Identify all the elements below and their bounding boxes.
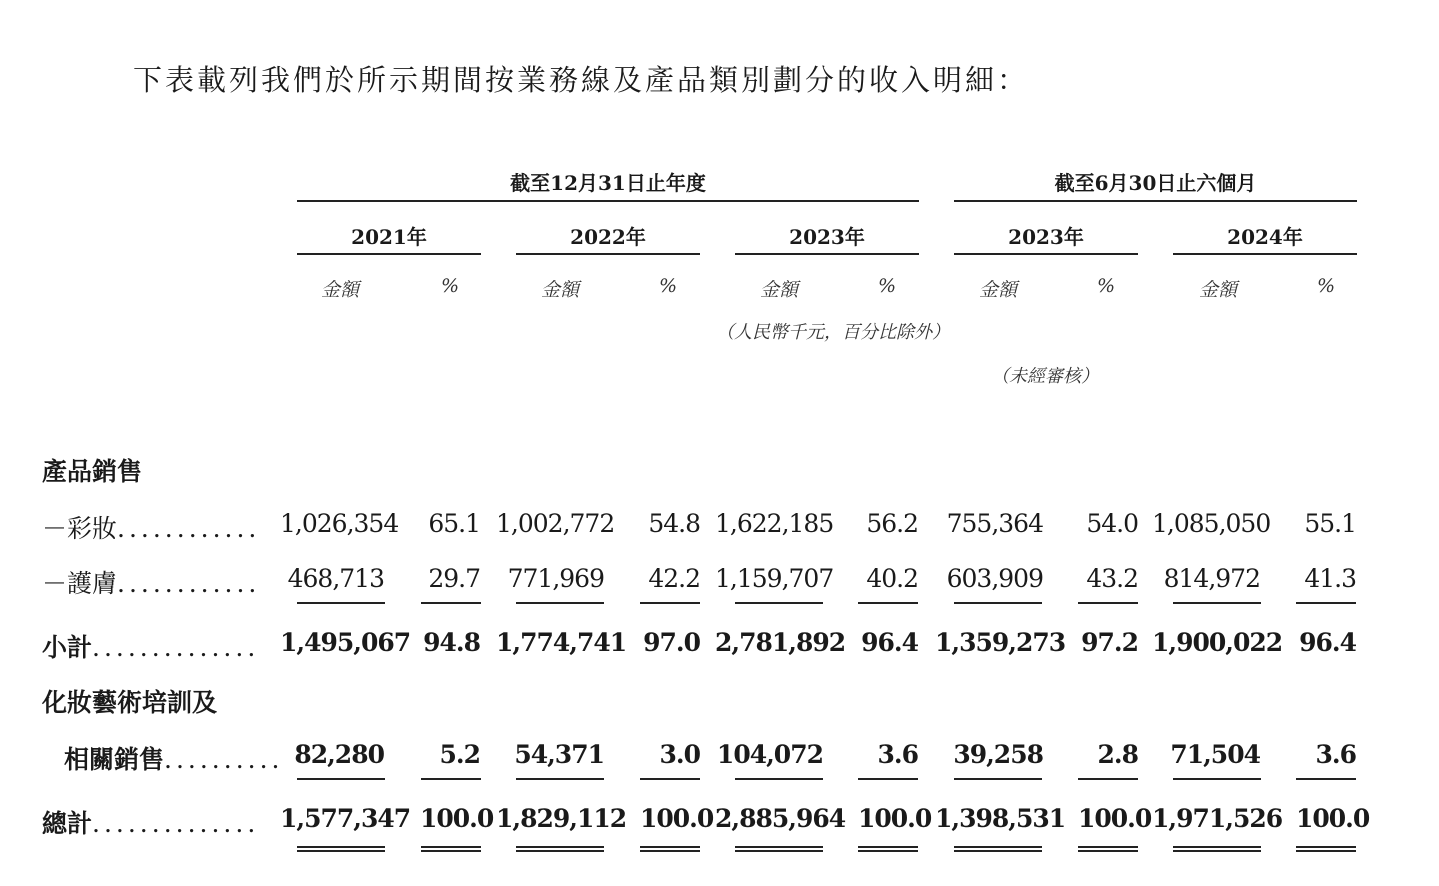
year-rule [954, 253, 1138, 255]
row-label-total: 總計.............. [42, 809, 260, 838]
subtotal-rule [516, 602, 604, 604]
cell-percent: 3.6 [877, 740, 918, 769]
cell-amount: 1,829,112 [496, 804, 627, 833]
col-header-percent: % [658, 275, 678, 297]
col-header-amount: 金額 [320, 279, 359, 301]
intro-text: 下表載列我們於所示期間按業務線及產品類別劃分的收入明細： [133, 63, 1030, 97]
year-header-2023-h1: 2023年 [1008, 225, 1084, 249]
col-header-amount: 金額 [1198, 279, 1237, 301]
year-header-2024-h1: 2024年 [1227, 225, 1303, 249]
cell-amount: 1,359,273 [935, 628, 1066, 657]
cell-amount: 603,909 [946, 564, 1043, 593]
cell-percent: 29.7 [428, 564, 480, 593]
cell-percent: 100.0 [858, 804, 932, 833]
cell-percent: 94.8 [423, 628, 480, 657]
total-rule [1173, 778, 1261, 780]
cell-percent: 43.2 [1086, 564, 1138, 593]
cell-amount: 39,258 [953, 740, 1043, 769]
total-rule [421, 778, 481, 780]
total-rule [954, 778, 1042, 780]
total-rule [735, 778, 823, 780]
cell-percent: 96.4 [1299, 628, 1356, 657]
cell-amount: 468,713 [287, 564, 384, 593]
cell-percent: 3.0 [659, 740, 700, 769]
row-label-training-line2: 相關銷售.......... [64, 745, 284, 774]
period-header-annual: 截至12月31日止年度 [510, 171, 706, 195]
col-header-amount: 金額 [759, 279, 798, 301]
total-rule [1296, 778, 1356, 780]
period-rule-six-months [954, 200, 1357, 202]
section-label-product-sales: 產品銷售 [42, 457, 143, 486]
cell-amount: 1,622,185 [715, 509, 834, 538]
cell-amount: 1,002,772 [496, 509, 615, 538]
cell-amount: 814,972 [1163, 564, 1260, 593]
subtotal-rule [1078, 602, 1138, 604]
period-rule-annual [297, 200, 919, 202]
unaudited-note: （未經審核） [991, 366, 1099, 387]
double-rule [421, 846, 481, 852]
row-label-makeup: －彩妝............ [42, 514, 261, 543]
cell-percent: 65.1 [428, 509, 480, 538]
cell-percent: 54.8 [648, 509, 700, 538]
total-rule [516, 778, 604, 780]
cell-percent: 100.0 [640, 804, 714, 833]
cell-percent: 100.0 [1078, 804, 1152, 833]
cell-percent: 55.1 [1304, 509, 1356, 538]
cell-percent: 5.2 [439, 740, 480, 769]
cell-amount: 1,774,741 [496, 628, 627, 657]
col-header-amount: 金額 [978, 279, 1017, 301]
double-rule [516, 846, 604, 852]
total-rule [858, 778, 918, 780]
year-rule [1173, 253, 1357, 255]
cell-percent: 56.2 [866, 509, 918, 538]
cell-percent: 2.8 [1097, 740, 1138, 769]
total-rule [297, 778, 385, 780]
cell-amount: 755,364 [946, 509, 1043, 538]
subtotal-rule [1296, 602, 1356, 604]
subtotal-rule [297, 602, 385, 604]
year-header-2021: 2021年 [351, 225, 427, 249]
double-rule [954, 846, 1042, 852]
subtotal-rule [735, 602, 823, 604]
year-header-2023-annual: 2023年 [789, 225, 865, 249]
row-label-subtotal: 小計.............. [42, 633, 260, 662]
cell-percent: 40.2 [866, 564, 918, 593]
cell-amount: 1,495,067 [280, 628, 411, 657]
col-header-percent: % [1316, 275, 1336, 297]
cell-amount: 1,577,347 [280, 804, 411, 833]
cell-amount: 2,781,892 [715, 628, 846, 657]
subtotal-rule [858, 602, 918, 604]
row-label-skincare: －護膚............ [42, 569, 261, 598]
cell-percent: 3.6 [1315, 740, 1356, 769]
period-header-six-months: 截至6月30日止六個月 [1054, 171, 1257, 195]
cell-percent: 54.0 [1086, 509, 1138, 538]
cell-percent: 100.0 [420, 804, 494, 833]
cell-amount: 1,159,707 [715, 564, 834, 593]
subtotal-rule [640, 602, 700, 604]
cell-percent: 41.3 [1304, 564, 1356, 593]
cell-amount: 1,398,531 [935, 804, 1066, 833]
subtotal-rule [954, 602, 1042, 604]
year-rule [297, 253, 481, 255]
subtotal-rule [421, 602, 481, 604]
subtotal-rule [1173, 602, 1261, 604]
double-rule [735, 846, 823, 852]
cell-percent: 42.2 [648, 564, 700, 593]
total-rule [640, 778, 700, 780]
cell-amount: 1,026,354 [280, 509, 399, 538]
cell-amount: 1,085,050 [1152, 509, 1271, 538]
year-header-2022: 2022年 [570, 225, 646, 249]
double-rule [1296, 846, 1356, 852]
year-rule [516, 253, 700, 255]
double-rule [1078, 846, 1138, 852]
cell-amount: 771,969 [507, 564, 604, 593]
cell-amount: 1,900,022 [1152, 628, 1283, 657]
cell-percent: 100.0 [1296, 804, 1370, 833]
double-rule [297, 846, 385, 852]
cell-percent: 97.0 [643, 628, 700, 657]
cell-percent: 96.4 [861, 628, 918, 657]
col-header-percent: % [877, 275, 897, 297]
double-rule [858, 846, 918, 852]
cell-amount: 1,971,526 [1152, 804, 1283, 833]
cell-amount: 104,072 [716, 740, 823, 769]
cell-amount: 82,280 [294, 740, 384, 769]
cell-amount: 71,504 [1170, 740, 1260, 769]
col-header-amount: 金額 [540, 279, 579, 301]
double-rule [640, 846, 700, 852]
year-rule [735, 253, 919, 255]
col-header-percent: % [440, 275, 460, 297]
double-rule [1173, 846, 1261, 852]
col-header-percent: % [1096, 275, 1116, 297]
cell-amount: 2,885,964 [715, 804, 846, 833]
unit-note: （人民幣千元，百分比除外） [716, 322, 950, 343]
cell-amount: 54,371 [514, 740, 604, 769]
total-rule [1078, 778, 1138, 780]
cell-percent: 97.2 [1081, 628, 1138, 657]
row-label-training-line1: 化妝藝術培訓及 [42, 688, 218, 717]
